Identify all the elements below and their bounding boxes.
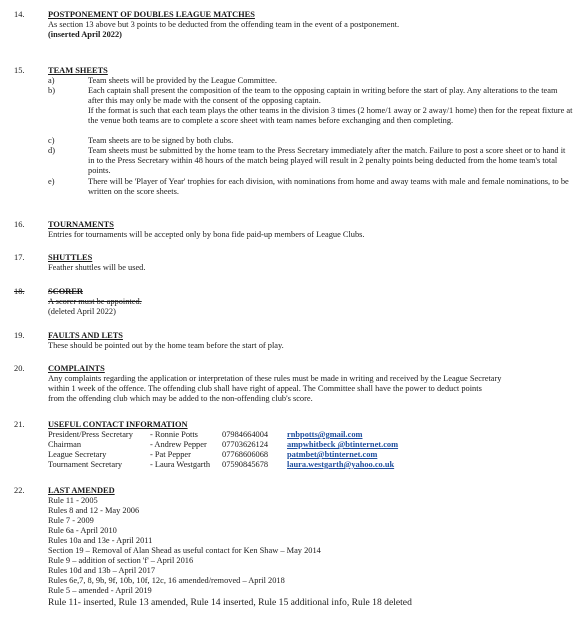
section-heading: COMPLAINTS bbox=[48, 364, 105, 373]
section-text: Feather shuttles will be used. bbox=[48, 263, 146, 272]
amendment-line: Rule 5 – amended - April 2019 bbox=[48, 586, 152, 595]
section-text: These should be pointed out by the home team before the start of play. bbox=[48, 341, 284, 350]
item-text: Team sheets will be provided by the League Committee. bbox=[88, 76, 277, 85]
contact-role: Chairman bbox=[48, 440, 82, 449]
section-number: 22. bbox=[14, 486, 25, 495]
contact-phone: 07984664004 bbox=[222, 430, 269, 439]
contact-name: - Andrew Pepper bbox=[150, 440, 207, 449]
amendment-line: Section 19 – Removal of Alan Shead as useful contact for Ken Shaw – May 2014 bbox=[48, 546, 321, 555]
section-number: 18. bbox=[14, 287, 25, 296]
section-number: 14. bbox=[14, 10, 25, 19]
contact-email-link[interactable]: laura.westgarth@yahoo.co.uk bbox=[287, 460, 395, 469]
section-heading: LAST AMENDED bbox=[48, 486, 115, 495]
section-text: from the offending club which may be added to the non-offending club's score. bbox=[48, 394, 313, 403]
item-text: Each captain shall present the composition of the team to the opposing captain in writing before the start of play. Any alterations to the team after this may only be made with the consent of the opposing captain. bbox=[88, 86, 558, 106]
item-text: Team sheets must be submitted by the home team to the Press Secretary immediately after the match. Failure to post a score sheet or to hand it in to the Press Secretary within 48 hours of the match being played will result in 2 penalty points being deducted from the home team's total points. bbox=[88, 146, 566, 176]
contact-role: President/Press Secretary bbox=[48, 430, 133, 439]
amendment-line: Rule 6a - April 2010 bbox=[48, 526, 117, 535]
section-text: Any complaints regarding the application or interpretation of these rules must be made in writing and received by the League Secretary bbox=[48, 374, 502, 383]
contact-email-link[interactable]: patmbet@btinternet.com bbox=[287, 450, 378, 459]
item-text-continued: If the format is such that each team plays the other teams in the division 3 times (2 home/1 away or 2 away/1 home) then for the repeat fixture at the venue both teams are to complete a score sheet with team names before exchanging and then completing. bbox=[88, 106, 573, 126]
contact-phone: 07768606068 bbox=[222, 450, 269, 459]
section-heading: SCORER bbox=[48, 287, 83, 296]
contact-name: - Laura Westgarth bbox=[150, 460, 211, 469]
section-heading: TEAM SHEETS bbox=[48, 66, 108, 75]
amendment-line: Rule 11- inserted, Rule 13 amended, Rule 14 inserted, Rule 15 additional info, Rule 18 deleted bbox=[48, 597, 412, 608]
section-text: within 1 week of the offence. The offending club shall have right of appeal. The Committee shall have the power to deduct points bbox=[48, 384, 482, 393]
contact-role: Tournament Secretary bbox=[48, 460, 123, 469]
section-heading: USEFUL CONTACT INFORMATION bbox=[48, 420, 188, 429]
amendment-line: Rule 9 – addition of section 'f' – April 2016 bbox=[48, 556, 194, 565]
item-label: b) bbox=[48, 86, 55, 95]
amendment-line: Rule 11 - 2005 bbox=[48, 496, 98, 505]
section-number: 20. bbox=[14, 364, 25, 373]
contact-phone: 07590845678 bbox=[222, 460, 269, 469]
section-text: Entries for tournaments will be accepted only by bona fide paid-up members of League Clubs. bbox=[48, 230, 365, 239]
section-number: 17. bbox=[14, 253, 25, 262]
section-text: As section 13 above but 3 points to be deducted from the offending team in the event of a postponement. bbox=[48, 20, 400, 29]
contact-role: League Secretary bbox=[48, 450, 107, 459]
contact-phone: 07703626124 bbox=[222, 440, 269, 449]
item-label: e) bbox=[48, 177, 55, 186]
section-heading: POSTPONEMENT OF DOUBLES LEAGUE MATCHES bbox=[48, 10, 255, 19]
item-label: a) bbox=[48, 76, 55, 85]
section-heading: SHUTTLES bbox=[48, 253, 93, 262]
amendment-line: Rules 8 and 12 - May 2006 bbox=[48, 506, 140, 515]
item-text: Team sheets are to be signed by both clubs. bbox=[88, 136, 234, 145]
section-number: 21. bbox=[14, 420, 25, 429]
section-heading: FAULTS AND LETS bbox=[48, 331, 123, 340]
item-label: d) bbox=[48, 146, 55, 155]
contact-name: - Ronnie Potts bbox=[150, 430, 198, 439]
amendment-line: Rules 6e,7, 8, 9b, 9f, 10b, 10f, 12c, 16 amended/removed – April 2018 bbox=[48, 576, 285, 585]
contact-name: - Pat Pepper bbox=[150, 450, 191, 459]
section-number: 19. bbox=[14, 331, 25, 340]
section-note: (deleted April 2022) bbox=[48, 307, 116, 316]
contact-email-link[interactable]: rnbpotts@gmail.com bbox=[287, 430, 363, 439]
amendment-line: Rules 10a and 13e - April 2011 bbox=[48, 536, 153, 545]
amendment-line: Rules 10d and 13b – April 2017 bbox=[48, 566, 156, 575]
amendment-line: Rule 7 - 2009 bbox=[48, 516, 94, 525]
item-label: c) bbox=[48, 136, 55, 145]
section-heading: TOURNAMENTS bbox=[48, 220, 114, 229]
section-number: 16. bbox=[14, 220, 25, 229]
item-text: There will be 'Player of Year' trophies for each division, with nominations from home and away teams with male and female nominations, to be written on the score sheets. bbox=[88, 177, 569, 197]
section-note: (inserted April 2022) bbox=[48, 30, 122, 39]
section-text: A scorer must be appointed. bbox=[48, 297, 142, 306]
contact-email-link[interactable]: ampwhitbeck @btinternet.com bbox=[287, 440, 399, 449]
section-number: 15. bbox=[14, 66, 25, 75]
